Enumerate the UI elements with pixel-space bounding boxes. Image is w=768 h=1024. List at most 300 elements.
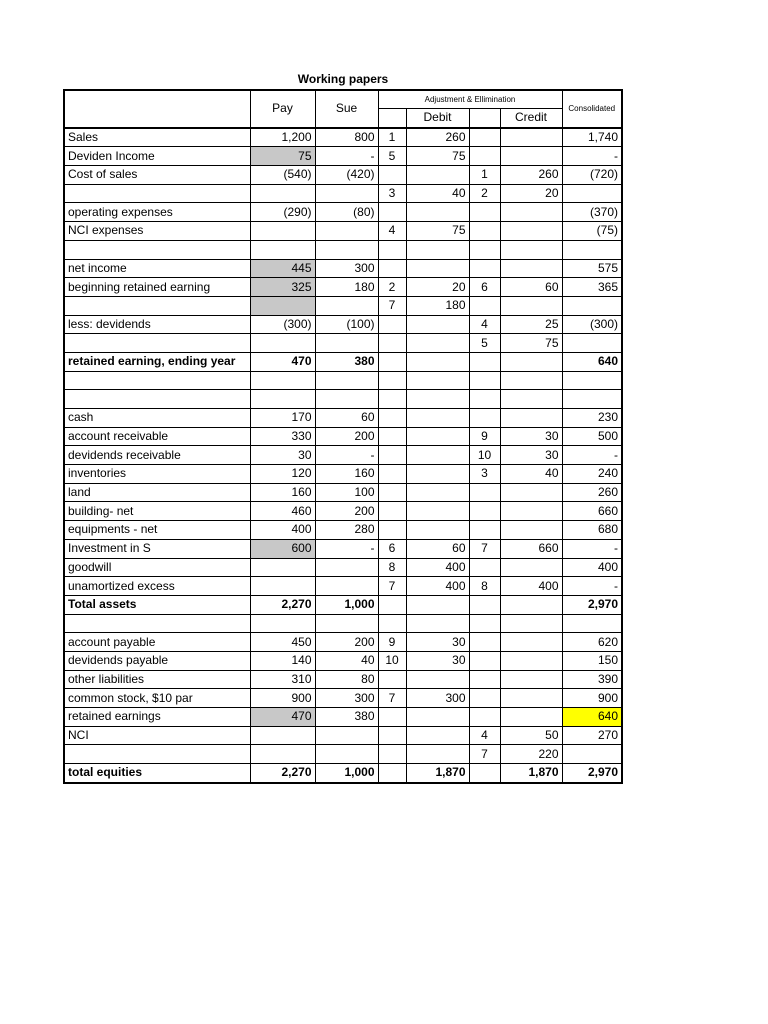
credit-entry-number: 4	[469, 315, 500, 334]
consolidated-value: 575	[562, 259, 622, 278]
debit-value	[406, 409, 469, 428]
consolidated-value: 270	[562, 726, 622, 745]
row-label: less: devidends	[64, 315, 250, 334]
sue-value: 1,000	[315, 595, 378, 614]
debit-value	[406, 483, 469, 502]
consolidated-value: -	[562, 577, 622, 596]
consolidated-value	[562, 390, 622, 409]
consolidated-value: 365	[562, 278, 622, 297]
credit-value	[500, 633, 562, 652]
consolidated-value: -	[562, 446, 622, 465]
credit-entry-number: 5	[469, 334, 500, 353]
pay-value	[250, 371, 315, 390]
sue-value	[315, 184, 378, 203]
sue-value: 380	[315, 708, 378, 727]
debit-value: 400	[406, 558, 469, 577]
credit-value	[500, 203, 562, 222]
debit-value: 20	[406, 278, 469, 297]
row-label	[64, 184, 250, 203]
sue-value: (100)	[315, 315, 378, 334]
row-label: operating expenses	[64, 203, 250, 222]
sue-value	[315, 240, 378, 259]
header-label-cell	[64, 90, 250, 128]
header-adjustment: Adjustment & Ellimination	[378, 90, 562, 109]
consolidated-value	[562, 334, 622, 353]
debit-entry-number	[378, 745, 406, 764]
credit-value	[500, 483, 562, 502]
debit-entry-number	[378, 614, 406, 633]
credit-entry-number	[469, 371, 500, 390]
debit-value: 75	[406, 147, 469, 166]
credit-entry-number	[469, 651, 500, 670]
table-row	[64, 745, 622, 764]
pay-value: 330	[250, 427, 315, 446]
header-sue: Sue	[315, 90, 378, 128]
debit-entry-number	[378, 390, 406, 409]
debit-value: 400	[406, 577, 469, 596]
debit-entry-number	[378, 764, 406, 783]
table-row	[64, 334, 622, 353]
debit-value	[406, 446, 469, 465]
table-row	[64, 521, 622, 540]
sue-value	[315, 558, 378, 577]
sue-value: 800	[315, 128, 378, 147]
debit-entry-number	[378, 259, 406, 278]
debit-entry-number: 4	[378, 222, 406, 241]
row-label: account receivable	[64, 427, 250, 446]
table-row	[64, 764, 622, 783]
pay-value	[250, 390, 315, 409]
debit-value: 1,870	[406, 764, 469, 783]
table-row	[64, 708, 622, 727]
table-row	[64, 427, 622, 446]
table-row	[64, 483, 622, 502]
debit-entry-number	[378, 203, 406, 222]
credit-value	[500, 352, 562, 371]
debit-entry-number	[378, 409, 406, 428]
debit-value: 75	[406, 222, 469, 241]
credit-entry-number	[469, 296, 500, 315]
consolidated-value	[562, 184, 622, 203]
sue-value: -	[315, 539, 378, 558]
pay-value: 400	[250, 521, 315, 540]
table-row	[64, 558, 622, 577]
credit-entry-number: 1	[469, 166, 500, 185]
sue-value: 300	[315, 689, 378, 708]
pay-value: 450	[250, 633, 315, 652]
sue-value	[315, 222, 378, 241]
credit-value	[500, 371, 562, 390]
pay-value	[250, 184, 315, 203]
pay-value: 170	[250, 409, 315, 428]
credit-entry-number	[469, 521, 500, 540]
debit-entry-number: 2	[378, 278, 406, 297]
pay-value: 1,200	[250, 128, 315, 147]
debit-value	[406, 240, 469, 259]
credit-value	[500, 128, 562, 147]
table-row	[64, 595, 622, 614]
debit-value	[406, 745, 469, 764]
credit-entry-number	[469, 502, 500, 521]
credit-value	[500, 296, 562, 315]
header-debit-num	[378, 109, 406, 128]
credit-value	[500, 651, 562, 670]
row-label	[64, 745, 250, 764]
credit-entry-number	[469, 708, 500, 727]
credit-value	[500, 614, 562, 633]
table-row	[64, 296, 622, 315]
pay-value	[250, 745, 315, 764]
row-label: inventories	[64, 465, 250, 484]
credit-value	[500, 259, 562, 278]
sue-value: (420)	[315, 166, 378, 185]
row-label: goodwill	[64, 558, 250, 577]
sue-value: 80	[315, 670, 378, 689]
table-row	[64, 371, 622, 390]
credit-entry-number: 6	[469, 278, 500, 297]
consolidated-value: (720)	[562, 166, 622, 185]
debit-entry-number	[378, 334, 406, 353]
sue-value	[315, 726, 378, 745]
row-label: account payable	[64, 633, 250, 652]
sue-value	[315, 614, 378, 633]
debit-entry-number	[378, 483, 406, 502]
pay-value: 140	[250, 651, 315, 670]
consolidated-value: 680	[562, 521, 622, 540]
table-row	[64, 315, 622, 334]
debit-value: 260	[406, 128, 469, 147]
pay-value: (540)	[250, 166, 315, 185]
consolidated-value	[562, 614, 622, 633]
credit-entry-number	[469, 595, 500, 614]
pay-value	[250, 614, 315, 633]
credit-value	[500, 390, 562, 409]
consolidated-value: 1,740	[562, 128, 622, 147]
credit-entry-number	[469, 483, 500, 502]
debit-value	[406, 371, 469, 390]
row-label: building- net	[64, 502, 250, 521]
debit-entry-number	[378, 315, 406, 334]
debit-value: 60	[406, 539, 469, 558]
pay-value: 2,270	[250, 595, 315, 614]
credit-entry-number: 3	[469, 465, 500, 484]
credit-entry-number: 4	[469, 726, 500, 745]
debit-entry-number: 7	[378, 296, 406, 315]
debit-entry-number	[378, 240, 406, 259]
pay-value	[250, 577, 315, 596]
debit-entry-number: 9	[378, 633, 406, 652]
table-row	[64, 184, 622, 203]
sue-value: 60	[315, 409, 378, 428]
debit-value	[406, 352, 469, 371]
header-debit: Debit	[406, 109, 469, 128]
consolidated-value: (75)	[562, 222, 622, 241]
consolidated-value: 2,970	[562, 595, 622, 614]
sue-value: -	[315, 446, 378, 465]
sue-value: 200	[315, 502, 378, 521]
pay-value: 460	[250, 502, 315, 521]
sue-value: 300	[315, 259, 378, 278]
consolidated-value: 660	[562, 502, 622, 521]
consolidated-value: (370)	[562, 203, 622, 222]
credit-value: 30	[500, 427, 562, 446]
table-row	[64, 147, 622, 166]
pay-value: (290)	[250, 203, 315, 222]
debit-entry-number	[378, 465, 406, 484]
consolidated-value: (300)	[562, 315, 622, 334]
debit-entry-number: 6	[378, 539, 406, 558]
consolidated-value	[562, 296, 622, 315]
pay-value: 445	[250, 259, 315, 278]
credit-value	[500, 409, 562, 428]
credit-value: 50	[500, 726, 562, 745]
header-credit-num	[469, 109, 500, 128]
sue-value	[315, 371, 378, 390]
sue-value: 380	[315, 352, 378, 371]
row-label	[64, 390, 250, 409]
row-label: total equities	[64, 764, 250, 783]
credit-entry-number: 2	[469, 184, 500, 203]
debit-entry-number	[378, 352, 406, 371]
debit-value	[406, 334, 469, 353]
pay-value: 160	[250, 483, 315, 502]
credit-value	[500, 222, 562, 241]
debit-value	[406, 315, 469, 334]
pay-value: 30	[250, 446, 315, 465]
debit-entry-number: 7	[378, 577, 406, 596]
table-row	[64, 390, 622, 409]
debit-entry-number: 1	[378, 128, 406, 147]
working-papers-table	[63, 89, 623, 784]
table-row	[64, 539, 622, 558]
table-row	[64, 203, 622, 222]
credit-value	[500, 670, 562, 689]
pay-value	[250, 240, 315, 259]
sue-value: 100	[315, 483, 378, 502]
table-row	[64, 614, 622, 633]
debit-entry-number	[378, 708, 406, 727]
debit-value	[406, 502, 469, 521]
sue-value	[315, 334, 378, 353]
sue-value: -	[315, 147, 378, 166]
table-row	[64, 128, 622, 147]
pay-value	[250, 334, 315, 353]
debit-value	[406, 259, 469, 278]
debit-value	[406, 670, 469, 689]
row-label: retained earnings	[64, 708, 250, 727]
credit-value	[500, 708, 562, 727]
debit-value	[406, 595, 469, 614]
table-row	[64, 726, 622, 745]
sue-value	[315, 745, 378, 764]
credit-value: 60	[500, 278, 562, 297]
credit-value	[500, 558, 562, 577]
debit-value	[406, 166, 469, 185]
pay-value: 2,270	[250, 764, 315, 783]
debit-entry-number: 10	[378, 651, 406, 670]
debit-value	[406, 726, 469, 745]
page-title: Working papers	[297, 72, 389, 86]
credit-value: 660	[500, 539, 562, 558]
pay-value	[250, 726, 315, 745]
consolidated-value: 150	[562, 651, 622, 670]
row-label: Investment in S	[64, 539, 250, 558]
credit-entry-number: 9	[469, 427, 500, 446]
table-row	[64, 633, 622, 652]
sue-value: 280	[315, 521, 378, 540]
pay-value	[250, 222, 315, 241]
row-label: unamortized excess	[64, 577, 250, 596]
debit-entry-number	[378, 502, 406, 521]
pay-value: 470	[250, 352, 315, 371]
credit-value: 1,870	[500, 764, 562, 783]
credit-value: 30	[500, 446, 562, 465]
debit-entry-number: 5	[378, 147, 406, 166]
table-row	[64, 352, 622, 371]
credit-value: 20	[500, 184, 562, 203]
pay-value	[250, 296, 315, 315]
consolidated-value: -	[562, 147, 622, 166]
pay-value: 310	[250, 670, 315, 689]
credit-value: 40	[500, 465, 562, 484]
sue-value: 180	[315, 278, 378, 297]
credit-entry-number	[469, 259, 500, 278]
pay-value: 900	[250, 689, 315, 708]
row-label: net income	[64, 259, 250, 278]
credit-value: 260	[500, 166, 562, 185]
row-label: Deviden Income	[64, 147, 250, 166]
pay-value: 470	[250, 708, 315, 727]
pay-value: (300)	[250, 315, 315, 334]
debit-entry-number	[378, 371, 406, 390]
sue-value: 200	[315, 633, 378, 652]
table-row	[64, 240, 622, 259]
credit-value	[500, 147, 562, 166]
debit-value	[406, 465, 469, 484]
credit-entry-number	[469, 614, 500, 633]
table-row	[64, 409, 622, 428]
row-label: Sales	[64, 128, 250, 147]
header-credit: Credit	[500, 109, 562, 128]
row-label: Total assets	[64, 595, 250, 614]
row-label: retained earning, ending year	[64, 352, 250, 371]
debit-entry-number: 8	[378, 558, 406, 577]
sue-value: 40	[315, 651, 378, 670]
consolidated-value: -	[562, 539, 622, 558]
debit-entry-number	[378, 595, 406, 614]
table-row	[64, 651, 622, 670]
sue-value	[315, 296, 378, 315]
credit-value: 400	[500, 577, 562, 596]
debit-value: 300	[406, 689, 469, 708]
table-row	[64, 689, 622, 708]
header-consolidated: Consolidated	[562, 90, 622, 128]
table-row	[64, 259, 622, 278]
pay-value: 120	[250, 465, 315, 484]
debit-value	[406, 521, 469, 540]
row-label	[64, 296, 250, 315]
consolidated-value: 640	[562, 708, 622, 727]
debit-value	[406, 708, 469, 727]
debit-entry-number	[378, 726, 406, 745]
credit-entry-number	[469, 147, 500, 166]
row-label	[64, 240, 250, 259]
row-label: cash	[64, 409, 250, 428]
table-row	[64, 577, 622, 596]
consolidated-value: 500	[562, 427, 622, 446]
debit-entry-number	[378, 166, 406, 185]
pay-value	[250, 558, 315, 577]
row-label: NCI	[64, 726, 250, 745]
debit-value: 40	[406, 184, 469, 203]
credit-entry-number	[469, 689, 500, 708]
debit-value: 30	[406, 633, 469, 652]
row-label: other liabilities	[64, 670, 250, 689]
consolidated-value: 260	[562, 483, 622, 502]
credit-entry-number: 7	[469, 539, 500, 558]
credit-entry-number	[469, 633, 500, 652]
credit-entry-number	[469, 203, 500, 222]
consolidated-value	[562, 240, 622, 259]
credit-entry-number	[469, 409, 500, 428]
table-row	[64, 446, 622, 465]
consolidated-value	[562, 371, 622, 390]
debit-entry-number	[378, 670, 406, 689]
sue-value: 200	[315, 427, 378, 446]
consolidated-value: 620	[562, 633, 622, 652]
sue-value	[315, 577, 378, 596]
credit-value: 25	[500, 315, 562, 334]
sue-value: (80)	[315, 203, 378, 222]
credit-entry-number	[469, 128, 500, 147]
pay-value: 75	[250, 147, 315, 166]
consolidated-value	[562, 745, 622, 764]
row-label: NCI expenses	[64, 222, 250, 241]
row-label: Cost of sales	[64, 166, 250, 185]
debit-entry-number	[378, 427, 406, 446]
table-row	[64, 222, 622, 241]
consolidated-value: 390	[562, 670, 622, 689]
credit-value	[500, 502, 562, 521]
row-label	[64, 614, 250, 633]
debit-entry-number: 3	[378, 184, 406, 203]
table-body	[64, 90, 622, 783]
row-label	[64, 371, 250, 390]
credit-value	[500, 595, 562, 614]
pay-value: 325	[250, 278, 315, 297]
sue-value: 160	[315, 465, 378, 484]
debit-value	[406, 614, 469, 633]
credit-entry-number	[469, 240, 500, 259]
credit-value	[500, 689, 562, 708]
table-row	[64, 670, 622, 689]
debit-value: 30	[406, 651, 469, 670]
table-row	[64, 166, 622, 185]
credit-entry-number: 8	[469, 577, 500, 596]
header-pay: Pay	[250, 90, 315, 128]
row-label: beginning retained earning	[64, 278, 250, 297]
credit-value	[500, 521, 562, 540]
row-label: devidends receivable	[64, 446, 250, 465]
sue-value	[315, 390, 378, 409]
consolidated-value: 230	[562, 409, 622, 428]
sue-value: 1,000	[315, 764, 378, 783]
row-label: land	[64, 483, 250, 502]
debit-value	[406, 390, 469, 409]
credit-entry-number: 10	[469, 446, 500, 465]
consolidated-value: 240	[562, 465, 622, 484]
debit-entry-number: 7	[378, 689, 406, 708]
